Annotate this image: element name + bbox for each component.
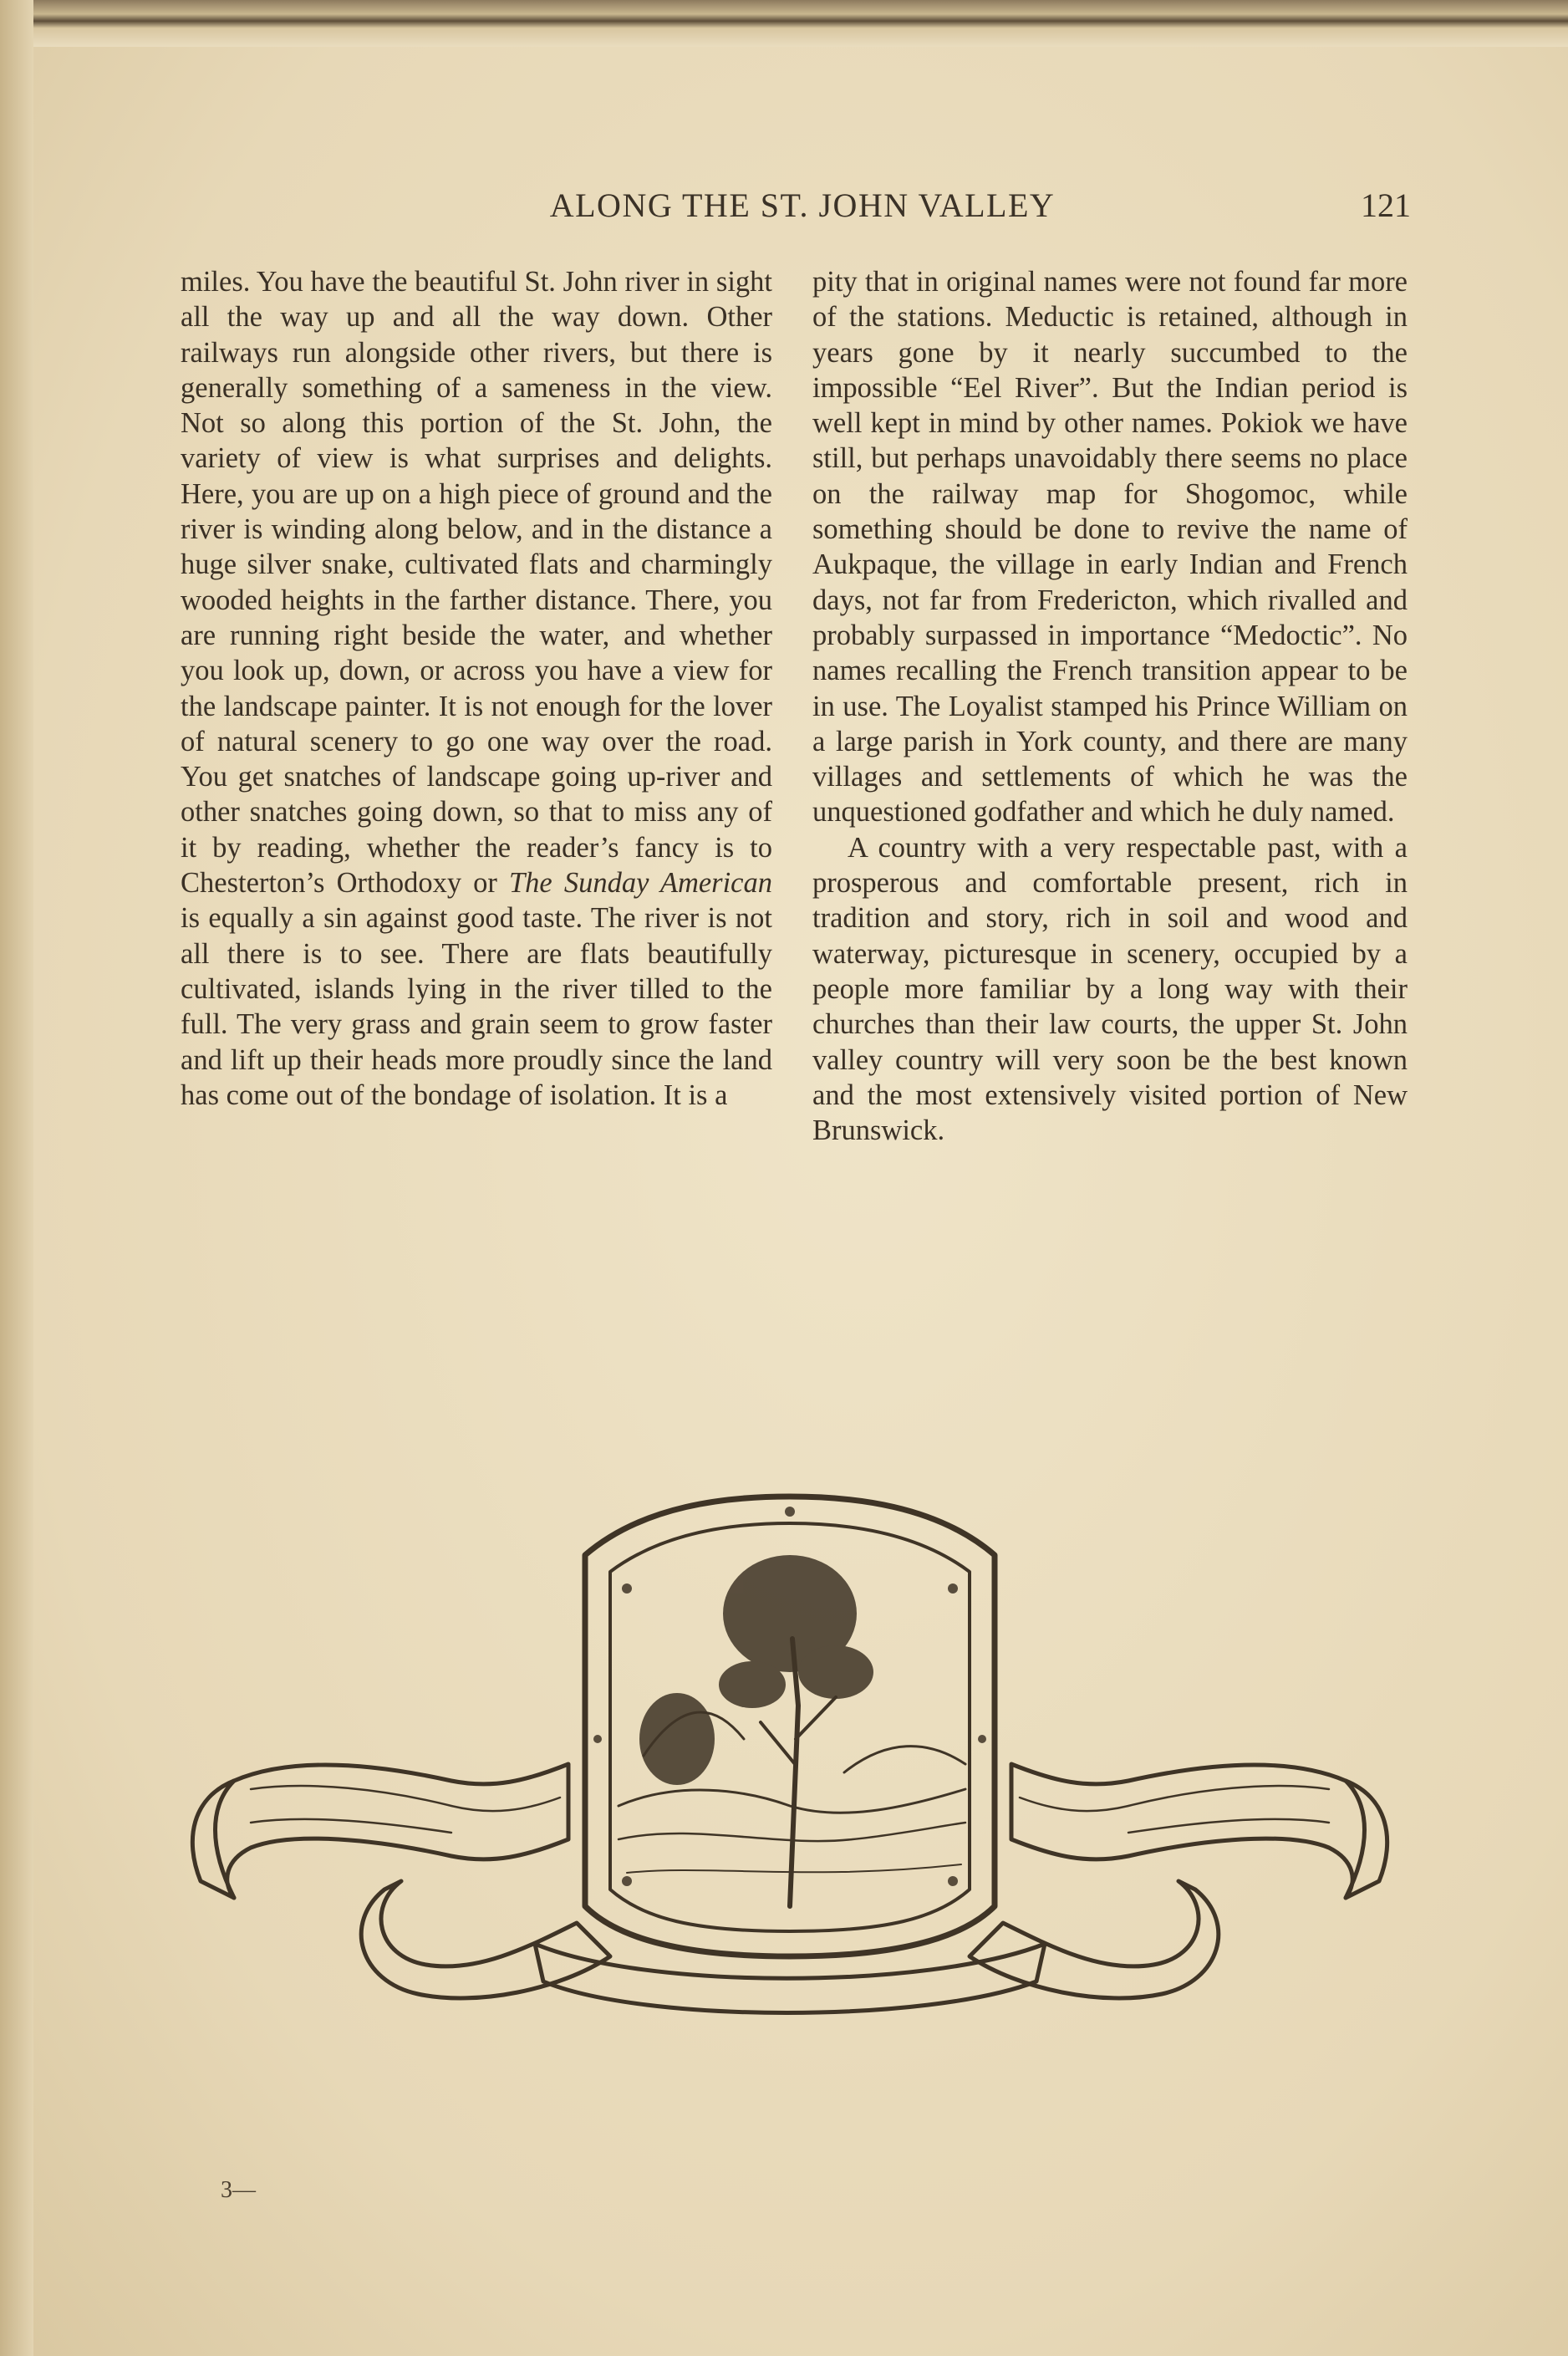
left-text-1: miles. You have the beautiful St. John river in sight all the way up and all the way down. Other railways run alongside other rivers, but there is generally something of a sameness in the view. Not so along this portion of the St. John, the variety of view is what surprises and delights. Here, you are up on a high piece of ground and the river is winding along below, and in the distance a huge silver snake, cultivated flats and charmingly wooded heights in the farther distance. There, you are running right beside the water, and whether you look up, down, or across you have a view for the landscape painter. It is not enough for the lover of natural scenery to go one way over the road. You get snatches of landscape going up-river and other snatches going down, so that to miss any of it by reading, whether the reader’s fancy is to Chesterton’s Orthodoxy or xyxy=(181,266,772,900)
page-top-edge xyxy=(0,0,1568,47)
left-paragraph xyxy=(181,264,772,1113)
left-scroll-banner xyxy=(192,1764,568,1898)
right-scroll-banner xyxy=(1011,1764,1387,1898)
lower-left-scroll xyxy=(361,1881,610,1998)
right-paragraph-2: A country with a very respectable past, with a prosperous and comfortable present, rich in tradition and story, rich in soil and wood and waterway, picturesque in scenery, occupied by a people more familiar by a long way with their churches than their law courts, the upper St. John valley country will very soon be the best known and the most extensively visited portion of New Brunswick. xyxy=(812,831,1408,1147)
page-number: 121 xyxy=(1361,186,1411,224)
lower-right-scroll xyxy=(970,1881,1219,1998)
right-column xyxy=(812,264,1408,1148)
landscape-vignette-ornament xyxy=(176,1488,1404,2023)
tree-trunk xyxy=(790,1639,798,1906)
newspaper-title: The Sunday American xyxy=(509,867,772,900)
left-text-2: is equally a sin against good taste. The river is not all there is to see. There are flats beautifully cultivated, islands lying in the river tilled to the full. The very grass and grain seem to grow faster and lift up their heads more proudly since the land has come out of the bondage of isolation. It is a xyxy=(181,902,772,1111)
left-column xyxy=(181,264,772,1113)
signature-mark: 3— xyxy=(221,2177,256,2203)
running-head: ALONG THE ST. JOHN VALLEY xyxy=(549,186,1056,224)
right-paragraph-1: pity that in original names were not found far more of the stations. Meductic is retained, although in years gone by it nearly succumbed to the impossible “Eel River”. But the Indian period is well kept in mind by other names. Pokiok we have still, but perhaps unavoidably there seems no place on the railway map for Shogomoc, while something should be done to revive the name of Aukpaque, the village in early Indian and French days, not far from Fredericton, which rivalled and probably surpassed in importance “Medoctic”. No names recalling the French transition appear to be in use. The Loyalist stamped his Prince William on a large parish in York county, and there are many villages and settlements of which he was the unquestioned godfather and which he duly named. xyxy=(812,266,1408,829)
page-left-edge xyxy=(0,0,33,2356)
